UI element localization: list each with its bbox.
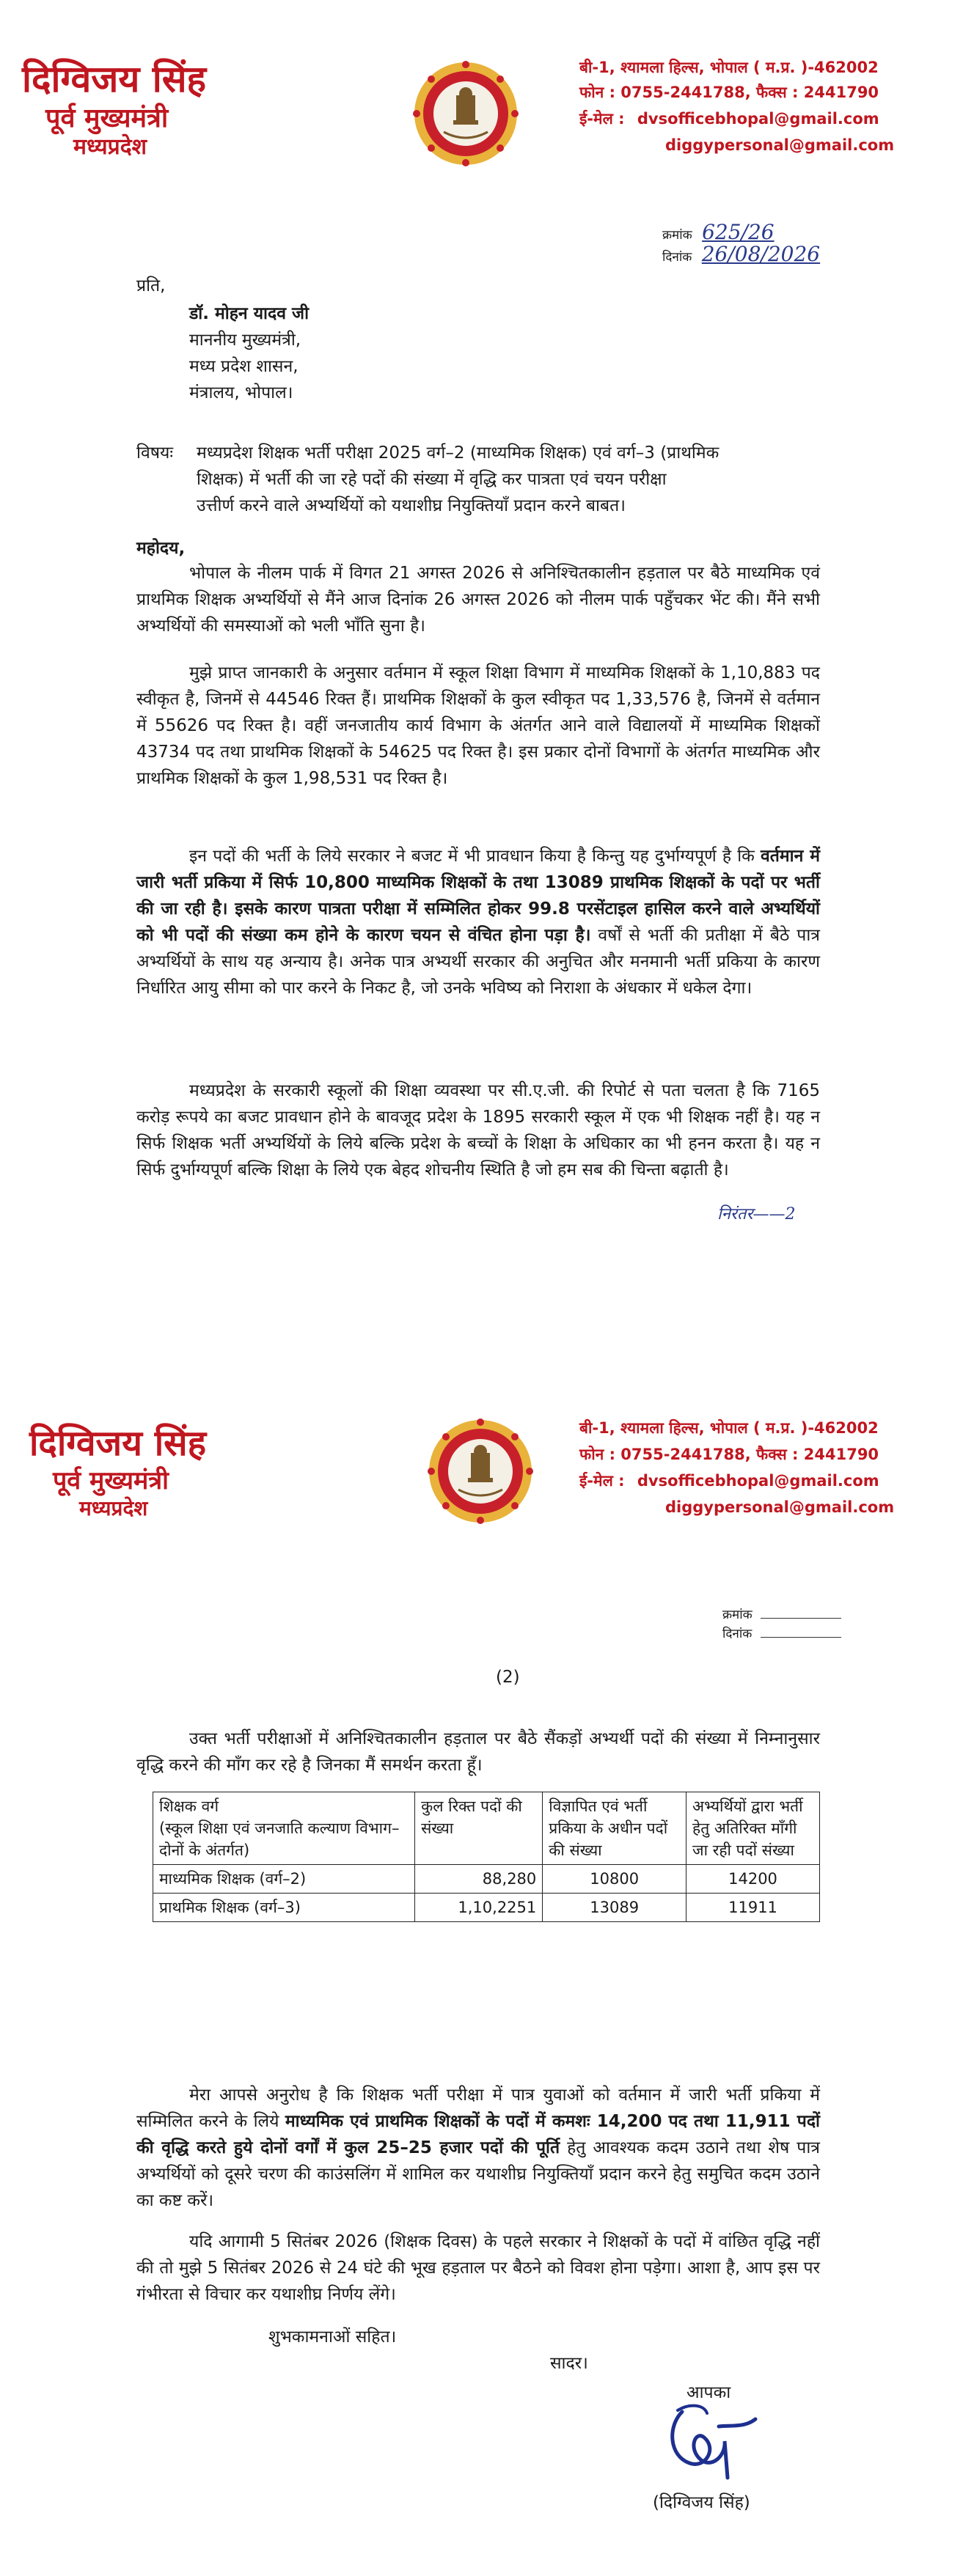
letterhead-email-p2	[579, 1469, 879, 1493]
state-emblem-seal-icon	[411, 59, 521, 169]
recipient-line-2: मध्य प्रदेश शासन,	[189, 357, 299, 376]
reference-value: 625/26	[702, 220, 775, 244]
reference-label: क्रमांक	[662, 228, 692, 243]
email-label: ई-मेल :	[579, 110, 625, 128]
letter-date-p2	[722, 1624, 841, 1641]
subject-label: विषयः	[136, 444, 174, 463]
letterhead-address-p2: बी-1, श्यामला हिल्स, भोपाल ( म.प्र. )-462002	[579, 1419, 879, 1437]
letterhead-title-p2: पूर्व मुख्यमंत्री	[53, 1466, 169, 1495]
table-header-demanded: अभ्यर्थियों द्वारा भर्ती हेतु अतिरिक्त माँगी जा रही पदों संख्या	[686, 1792, 820, 1865]
reference-number	[662, 220, 775, 244]
table-cell-total: 88,280	[415, 1865, 543, 1894]
recipient-line-1: माननीय मुख्यमंत्री,	[189, 331, 301, 350]
p2-paragraph-1: उक्त भर्ती परीक्षाओं में अनिश्चितकालीन हड़ताल पर बैठे सैंकड़ों अभ्यर्थी पदों की संख्या में निम्नानुसार वृद्धि करने की माँग कर रहे है जिनका मैं समर्थन करता हूँ।	[136, 1729, 820, 1775]
handwritten-signature-icon	[660, 2397, 770, 2485]
email-office-p2: dvsofficebhopal@gmail.com	[637, 1472, 879, 1490]
email-label-p2: ई-मेल :	[579, 1472, 625, 1490]
reference-number-p2	[722, 1605, 841, 1622]
table-cell-demanded: 14200	[686, 1865, 820, 1894]
subject-line-3: उत्तीर्ण करने वाले अभ्यर्थियों को यथाशीघ्र नियुक्तियाँ प्रदान करने बाबत।	[197, 496, 626, 515]
letterhead-state-p2: मध्यप्रदेश	[79, 1496, 148, 1520]
table-header-category-text: शिक्षक वर्ग (स्कूल शिक्षा एवं जनजाति कल्याण विभाग–दोनों के अंतर्गत)	[159, 1797, 400, 1859]
date-blank-p2	[761, 1637, 841, 1638]
email-office: dvsofficebhopal@gmail.com	[637, 110, 879, 128]
paragraph-2: मुझे प्राप्त जानकारी के अनुसार वर्तमान में स्कूल शिक्षा विभाग में माध्यमिक शिक्षकों के 1,10,883 पद स्वीकृत है, जिनमें से 44546 रिक्त हैं। प्राथमिक शिक्षकों के कुल स्वीकृत पद 1,33,576 है, जिनमें से वर्तमान में 55626 पद रिक्त है। वहीं जनजातीय कार्य विभाग के अंतर्गत आने वाले विद्यालयों में माध्यमिक शिक्षकों 43734 पद तथा प्राथमिक शिक्षकों के 54625 पद रिक्त है। इस प्रकार दोनों विभागों के अंतर्गत माध्यमिक और प्राथमिक शिक्षकों के कुल 1,98,531 पद रिक्त है।	[136, 663, 820, 788]
recipient-name: डॉ. मोहन यादव जी	[189, 304, 310, 323]
table-header-row	[153, 1792, 820, 1865]
reference-blank-p2	[761, 1618, 841, 1619]
table-cell-category: प्राथमिक शिक्षक (वर्ग–3)	[153, 1894, 415, 1922]
page-number: (2)	[496, 1668, 520, 1687]
recipient-line-3: मंत्रालय, भोपाल।	[189, 383, 293, 402]
letterhead-name: दिग्विजय सिंह	[22, 57, 207, 100]
paragraph-3-emphasis: वर्तमान में जारी भर्ती प्रकिया में सिर्फ 10,800 माध्यमिक शिक्षकों के तथा 13089 प्राथमिक शिक्षकों के पदों पर भर्ती की जा रही है। इसके कारण पात्रता परीक्षा में सम्मिलित होकर 99.8 परसेंटाइल हासिल करने वाले अभ्यर्थियों को भी पदों की संख्या कम होने के कारण चयन से वंचित होना पड़ा है।	[136, 847, 820, 945]
table-row	[153, 1865, 820, 1894]
letterhead-email-2: diggypersonal@gmail.com	[665, 136, 895, 154]
table-header-advertised: विज्ञापित एवं भर्ती प्रकिया के अधीन पदों की संख्या	[543, 1792, 686, 1865]
table-cell-advertised: 10800	[543, 1865, 686, 1894]
reference-label-p2: क्रमांक	[722, 1608, 753, 1622]
p2-paragraph-2-emphasis: माध्यमिक एवं प्राथमिक शिक्षकों के पदों में कमशः 14,200 पद तथा 11,911 पदों की वृद्धि करते हुये दोनों वर्गों में कुल 25–25 हजार पदों की पूर्ति	[136, 2112, 820, 2157]
state-emblem-seal-icon-p2	[425, 1416, 535, 1526]
letterhead-name-p2: दिग्विजय सिंह	[29, 1423, 207, 1464]
signatory-name: (दिग्विजय सिंह)	[653, 2493, 750, 2512]
letterhead-email	[579, 107, 879, 130]
letterhead-phone-p2: फोन : 0755-2441788, फैक्स : 2441790	[579, 1446, 879, 1463]
table-cell-demanded: 11911	[686, 1894, 820, 1922]
closing-greeting: शुभकामनाओं सहित।	[268, 2327, 397, 2347]
table-cell-category: माध्यमिक शिक्षक (वर्ग–2)	[153, 1865, 415, 1894]
vacancy-table	[153, 1792, 820, 1922]
table-cell-total: 1,10,2251	[415, 1894, 543, 1922]
letterhead-title: पूर्व मुख्यमंत्री	[45, 103, 169, 133]
table-row	[153, 1894, 820, 1922]
p2-paragraph-2	[136, 2082, 820, 2214]
paragraph-1: भोपाल के नीलम पार्क में विगत 21 अगस्त 2026 से अनिश्चितकालीन हड़ताल पर बैठे माध्यमिक एवं प्राथमिक शिक्षक अभ्यर्थियों से मैंने आज दिनांक 26 अगस्त 2026 को नीलम पार्क पहुँचकर भेंट की। मैंने सभी अभ्यर्थियों की समस्याओं को भली भाँति सुना है।	[136, 564, 820, 636]
letter-page-2	[0, 1349, 974, 2576]
paragraph-4: मध्यप्रदेश के सरकारी स्कूलों की शिक्षा व्यवस्था पर सी.ए.जी. की रिपोर्ट से पता चलता है कि 7165 करोड़ रूपये का बजट प्रावधान होने के बावजूद प्रदेश के 1895 सरकारी स्कूल में एक भी शिक्षक नहीं है। यह न सिर्फ शिक्षक भर्ती अभ्यर्थियों के लिये बल्कि प्रदेश के बच्चों के शिक्षा के अधिकार का भी हनन करता है। यह न सिर्फ दुर्भाग्यपूर्ण बल्कि शिक्षा के लिये एक बेहद शोचनीय स्थिति है जो हम सब की चिन्ता बढ़ाती है।	[136, 1081, 820, 1180]
letter-date	[662, 242, 820, 266]
paragraph-3-intro: इन पदों की भर्ती के लिये सरकार ने बजट में भी प्रावधान किया है किन्तु यह दुर्भाग्यपूर्ण है कि	[189, 847, 761, 866]
letterhead-address: बी-1, श्यामला हिल्स, भोपाल ( म.प्र. )-462002	[579, 59, 879, 76]
date-value: 26/08/2026	[701, 242, 821, 266]
letterhead-email-2-p2: diggypersonal@gmail.com	[665, 1498, 895, 1516]
subject-line-1: मध्यप्रदेश शिक्षक भर्ती परीक्षा 2025 वर्ग–2 (माध्यमिक शिक्षक) एवं वर्ग–3 (प्राथमिक	[197, 444, 719, 463]
to-label: प्रति,	[136, 276, 166, 295]
table-header-total: कुल रिक्त पदों की संख्या	[415, 1792, 543, 1865]
table-header-category	[153, 1792, 415, 1865]
table-cell-advertised: 13089	[543, 1894, 686, 1922]
salutation: महोदय,	[136, 539, 186, 558]
closing-sadar: सादर।	[550, 2354, 588, 2373]
continued-marker: निरंतर——2	[717, 1205, 796, 1223]
letterhead-phone: फोन : 0755-2441788, फैक्स : 2441790	[579, 84, 879, 101]
p2-paragraph-2-intro: मेरा आपसे अनुरोध है कि शिक्षक भर्ती परीक्षा में पात्र युवाओं को वर्तमान में जारी भर्ती प्रकिया में सम्मिलित करने के लिये	[136, 2086, 820, 2131]
letterhead-state: मध्यप्रदेश	[73, 134, 147, 160]
paragraph-3-rest: वर्षों से भर्ती की प्रतीक्षा में बैठे पात्र अभ्यर्थियों के साथ यह अन्याय है। अनेक पात्र अभ्यर्थी सरकार की अनुचित और मनमानी भर्ती प्रकिया के कारण निर्धारित आयु सीमा को पार करने के निकट है, जो उनके भविष्य को निराशा के अंधकार में धकेल देगा।	[136, 926, 820, 998]
date-label-p2: दिनांक	[722, 1627, 753, 1641]
paragraph-3	[136, 843, 820, 1001]
p2-paragraph-3: यदि आगामी 5 सितंबर 2026 (शिक्षक दिवस) के पहले सरकार ने शिक्षकों के पदों में वांछित वृद्धि नहीं की तो मुझे 5 सितंबर 2026 से 24 घंटे की भूख हड़ताल पर बैठने को विवश होना पड़ेगा। आशा है, आप इस पर गंभीरता से विचार कर यथाशीघ्र निर्णय लेंगे।	[136, 2232, 820, 2304]
date-label: दिनांक	[662, 250, 692, 265]
closing-aapka: आपका	[686, 2383, 731, 2402]
subject-line-2: शिक्षक) में भर्ती की जा रहे पदों की संख्या में वृद्धि कर पात्रता एवं चयन परीक्षा	[197, 470, 667, 489]
p2-paragraph-2-rest: हेतु आवश्यक कदम उठाने तथा शेष पात्र अभ्यर्थियों को दूसरे चरण की काउंसलिंग में शामिल कर यथाशीघ्र नियुक्तियाँ प्रदान करने हेतु समुचित कदम उठाने का कष्ट करें।	[136, 2138, 820, 2210]
